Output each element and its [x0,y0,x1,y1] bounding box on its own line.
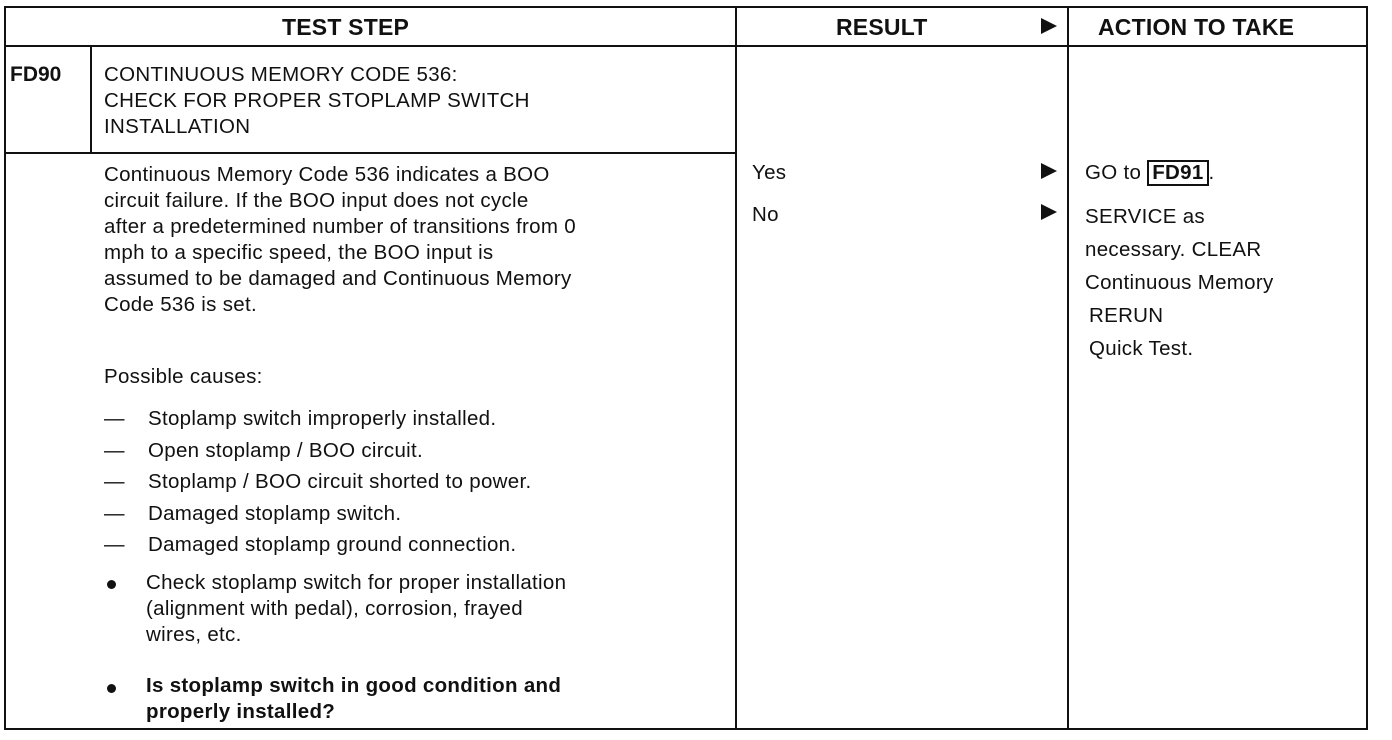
action-no [1085,200,1274,365]
dash-icon: — [104,407,125,430]
check-line: (alignment with pedal), corrosion, frayed [146,597,523,620]
header-bottom-rule [4,45,1368,47]
cause-text: Open stoplamp / BOO circuit. [148,439,423,462]
intro-line: assumed to be damaged and Continuous Memory [104,267,572,290]
action-no-line: Continuous Memory [1085,271,1274,294]
table-bottom-rule [4,728,1368,730]
cause-item [104,438,423,464]
dash-icon: — [104,502,125,525]
step-id: FD90 [10,63,62,86]
header-action: ACTION TO TAKE [1098,14,1295,40]
step-reference-fd91: FD91 [1147,160,1208,186]
cause-item [104,469,531,495]
cause-text: Damaged stoplamp switch. [148,502,402,525]
step-title [104,62,530,140]
check-instruction [146,570,566,648]
cause-text: Stoplamp / BOO circuit shorted to power. [148,470,532,493]
result-no-arrow-icon [1041,204,1057,220]
cause-text: Stoplamp switch improperly installed. [148,407,497,430]
cause-item [104,532,516,558]
action-yes [1085,160,1215,186]
action-no-line: Quick Test. [1089,337,1194,360]
cause-item [104,501,401,527]
step-id-divider [90,45,92,153]
header-arrow-icon [1041,18,1057,34]
dash-icon: — [104,439,125,462]
table-top-rule [4,6,1368,8]
result-column-rule [735,6,737,730]
cause-text: Damaged stoplamp ground connection. [148,533,517,556]
table-right-rule [1366,6,1368,728]
dash-icon: — [104,470,125,493]
action-column-rule [1067,6,1069,730]
intro-line: after a predetermined number of transitions from 0 [104,215,576,238]
action-no-line: necessary. CLEAR [1085,238,1262,261]
check-line: Check stoplamp switch for proper installation [146,571,567,594]
intro-line: mph to a specific speed, the BOO input is [104,241,494,264]
question-line: Is stoplamp switch in good condition and [146,674,562,697]
step-title-line: INSTALLATION [104,115,251,138]
title-bottom-rule [4,152,736,154]
header-test-step: TEST STEP [282,14,410,40]
question-text [146,673,561,725]
action-no-line: SERVICE as [1085,205,1205,228]
question-line: properly installed? [146,700,336,723]
action-yes-prefix: GO to [1085,161,1142,184]
bullet-icon [107,580,116,589]
step-title-line: CONTINUOUS MEMORY CODE 536: [104,63,458,86]
action-yes-suffix: . [1208,161,1215,184]
result-yes: Yes [752,161,787,184]
cause-item [104,406,496,432]
dash-icon: — [104,533,125,556]
intro-line: Continuous Memory Code 536 indicates a BOO [104,163,550,186]
action-no-line: RERUN [1089,304,1164,327]
header-result: RESULT [836,14,928,40]
intro-paragraph [104,162,576,318]
intro-line: circuit failure. If the BOO input does not cycle [104,189,529,212]
intro-line: Code 536 is set. [104,293,257,316]
check-line: wires, etc. [146,623,242,646]
bullet-icon [107,684,116,693]
result-no: No [752,203,779,226]
table-left-rule [4,6,6,728]
possible-causes-label: Possible causes: [104,365,263,388]
step-title-line: CHECK FOR PROPER STOPLAMP SWITCH [104,89,530,112]
result-yes-arrow-icon [1041,163,1057,179]
